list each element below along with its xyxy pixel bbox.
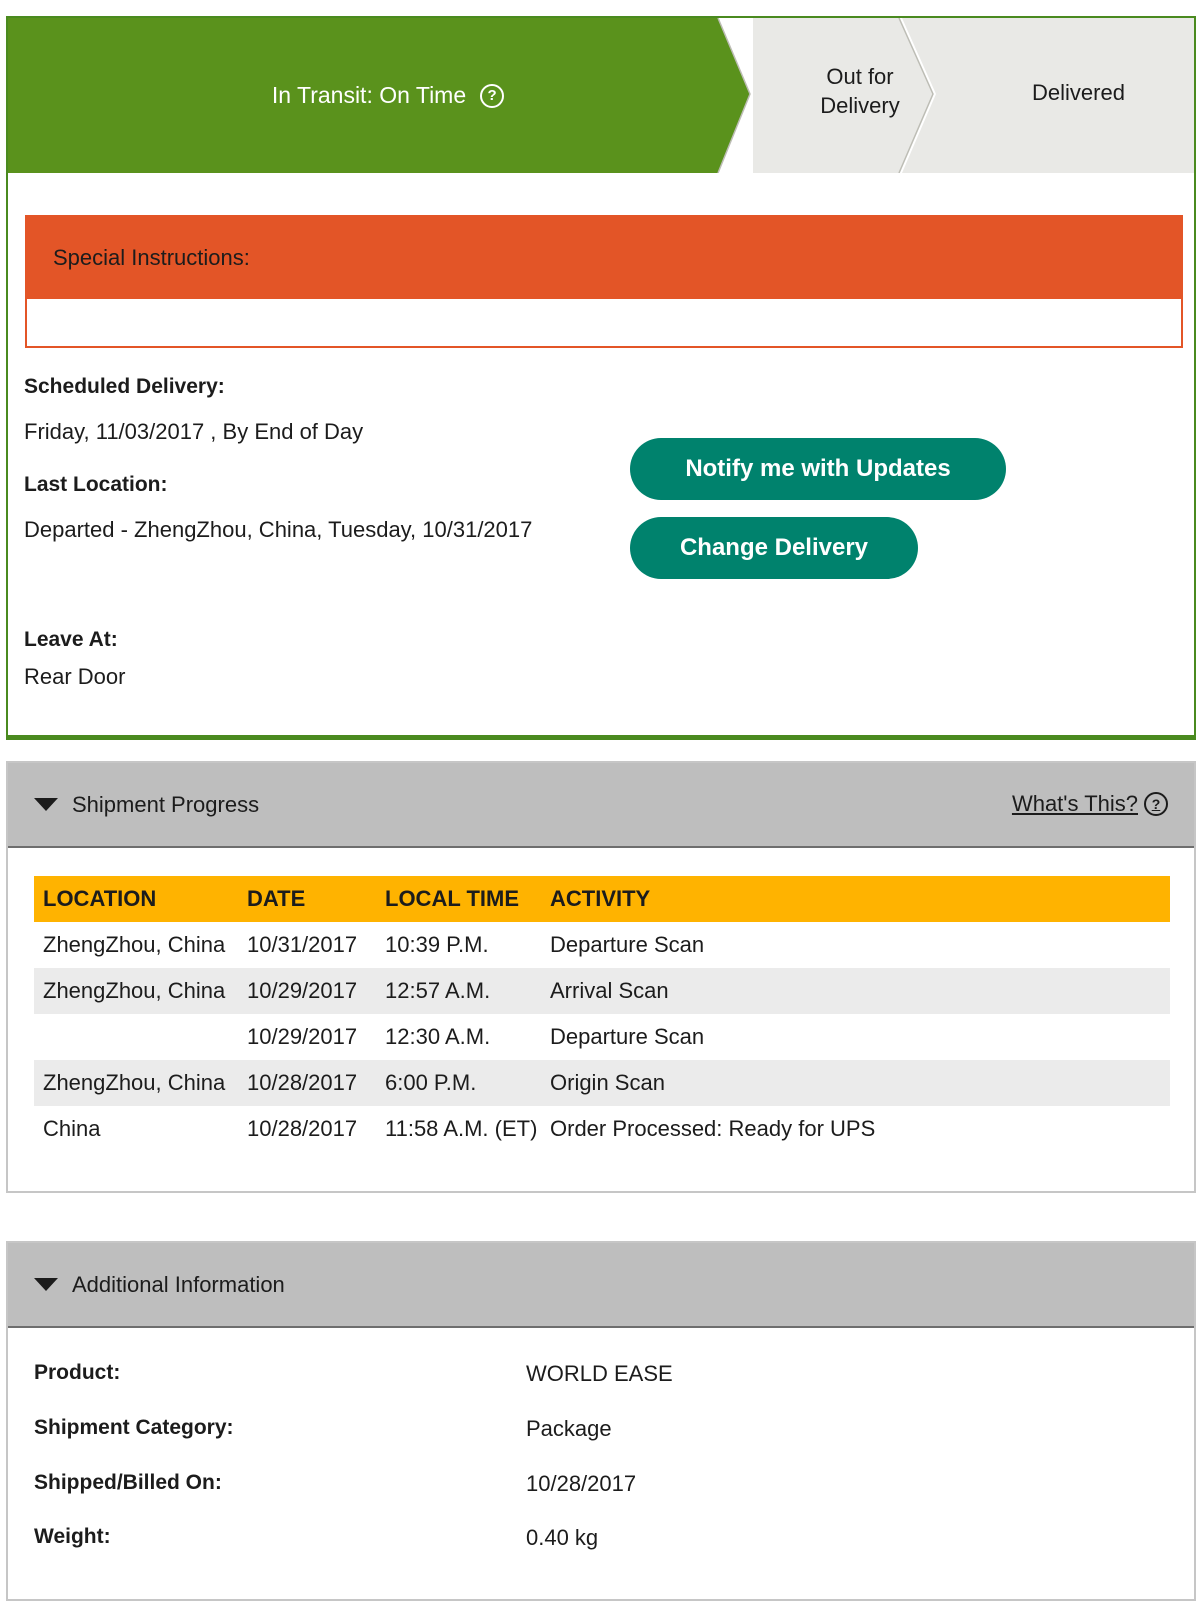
table-row (34, 1060, 1170, 1106)
cell-date: 10/28/2017 (238, 1060, 376, 1106)
special-instructions-title: Special Instructions: (27, 217, 1181, 299)
shipment-progress-table (34, 876, 1170, 1152)
shipped-billed-on-label: Shipped/Billed On: (34, 1471, 222, 1494)
last-location-value: Departed - ZhengZhou, China, Tuesday, 10/31/2017 (24, 517, 533, 542)
cell-location: ZhengZhou, China (34, 1060, 238, 1106)
shipment-progress-panel (6, 761, 1196, 1193)
shipment-category-value: Package (526, 1416, 612, 1441)
cell-local-time: 6:00 P.M. (376, 1060, 541, 1106)
step-delivered: Delivered (1032, 80, 1125, 105)
table-row (34, 922, 1170, 968)
step-out-for-delivery-line2: Delivery (820, 93, 900, 118)
cell-date: 10/28/2017 (247, 1116, 358, 1141)
column-header-local-time: LOCAL TIME (376, 876, 541, 922)
shipped-billed-on-value: 10/28/2017 (526, 1471, 637, 1496)
change-delivery-button[interactable]: Change Delivery (630, 517, 918, 579)
last-location-label: Last Location: (24, 473, 168, 496)
cell-activity: Order Processed: Ready for UPS (550, 1116, 876, 1141)
cell-location: China (43, 1116, 101, 1141)
delivery-status-card (6, 16, 1196, 740)
caret-down-icon[interactable] (34, 1278, 58, 1291)
cell-local-time: 12:30 A.M. (385, 1024, 491, 1049)
step-out-for-delivery (770, 62, 950, 120)
column-header-activity: ACTIVITY (541, 876, 1170, 922)
column-header-location: LOCATION (34, 876, 238, 922)
product-label: Product: (34, 1361, 121, 1384)
notify-me-button[interactable]: Notify me with Updates (630, 438, 1006, 500)
step-out-for-delivery-line1: Out for (826, 64, 894, 89)
cell-date: 10/29/2017 (247, 1024, 358, 1049)
whats-this-link[interactable] (1012, 791, 1168, 817)
scheduled-delivery-label: Scheduled Delivery: (24, 375, 225, 398)
cell-location: ZhengZhou, China (34, 968, 238, 1014)
cell-local-time: 12:57 A.M. (376, 968, 541, 1014)
cell-local-time: 10:39 P.M. (385, 932, 489, 957)
cell-local-time: 11:58 A.M. (ET) (385, 1116, 538, 1141)
cell-location: ZhengZhou, China (43, 932, 226, 957)
cell-date: 10/31/2017 (247, 932, 358, 957)
caret-down-icon[interactable] (34, 798, 58, 811)
leave-at-value: Rear Door (24, 664, 126, 689)
shipment-progress-title: Shipment Progress (72, 791, 260, 817)
special-instructions-box (25, 215, 1183, 348)
weight-value: 0.40 kg (526, 1525, 599, 1550)
additional-information-title: Additional Information (72, 1271, 285, 1297)
table-header-row (34, 876, 1170, 922)
cell-date: 10/29/2017 (238, 968, 376, 1014)
leave-at-label: Leave At: (24, 628, 118, 651)
cell-activity: Departure Scan (550, 932, 705, 957)
scheduled-delivery-value: Friday, 11/03/2017 , By End of Day (24, 419, 364, 444)
cell-activity: Departure Scan (550, 1024, 705, 1049)
additional-information-panel (6, 1241, 1196, 1601)
step-in-transit (8, 18, 768, 173)
shipment-progress-header[interactable] (8, 763, 1194, 848)
question-circle-icon[interactable]: ? (480, 84, 504, 108)
cell-activity: Origin Scan (541, 1060, 1170, 1106)
shipment-category-label: Shipment Category: (34, 1416, 234, 1439)
cell-location (34, 1014, 238, 1060)
weight-label: Weight: (34, 1525, 111, 1548)
step-in-transit-label: In Transit: On Time (271, 82, 467, 108)
product-value: WORLD EASE (526, 1361, 673, 1386)
column-header-date: DATE (238, 876, 376, 922)
table-row (34, 968, 1170, 1014)
question-circle-icon[interactable]: ? (1144, 792, 1168, 816)
table-row (34, 1106, 1170, 1152)
whats-this-label[interactable]: What's This? (1011, 791, 1138, 816)
additional-information-header[interactable] (8, 1243, 1194, 1328)
table-row (34, 1014, 1170, 1060)
cell-activity: Arrival Scan (541, 968, 1170, 1014)
